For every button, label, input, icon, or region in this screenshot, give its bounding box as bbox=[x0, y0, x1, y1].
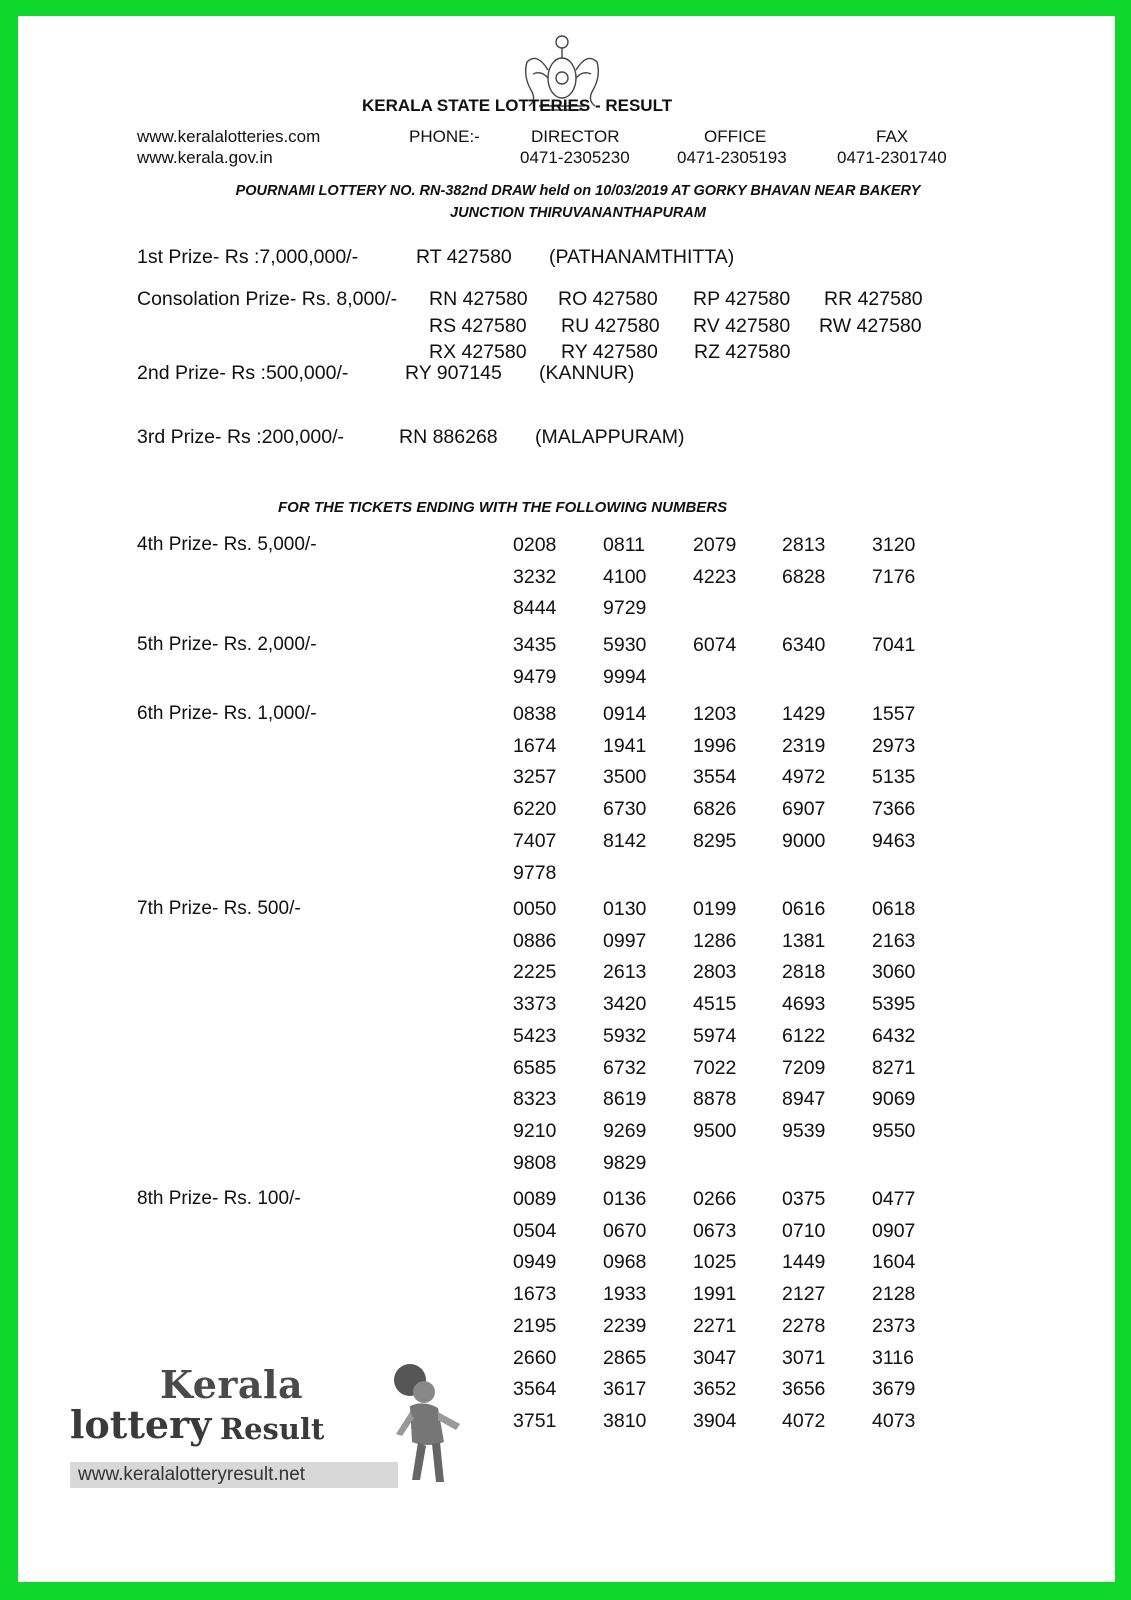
consolation-ticket: RW 427580 bbox=[819, 315, 922, 337]
winning-number: 5423 bbox=[513, 1024, 557, 1047]
winning-number: 2319 bbox=[782, 734, 826, 757]
winning-number: 5930 bbox=[603, 634, 647, 656]
winning-number: 9210 bbox=[513, 1119, 557, 1142]
winning-number: 8271 bbox=[872, 1056, 916, 1079]
winning-number: 3257 bbox=[513, 766, 557, 789]
winning-number: 0089 bbox=[513, 1188, 557, 1210]
winning-number: 3751 bbox=[513, 1409, 557, 1432]
winning-number: 6340 bbox=[782, 634, 826, 656]
winning-number: 7022 bbox=[693, 1056, 737, 1079]
winning-number: 3071 bbox=[782, 1346, 826, 1369]
winning-number: 9539 bbox=[782, 1119, 826, 1142]
winning-number: 3810 bbox=[603, 1409, 647, 1432]
result-sheet bbox=[18, 16, 1115, 1582]
winning-number: 4072 bbox=[782, 1409, 826, 1432]
winning-number: 1673 bbox=[513, 1283, 557, 1306]
winning-number: 2865 bbox=[603, 1346, 647, 1369]
winning-number: 0504 bbox=[513, 1219, 557, 1242]
winning-number: 3373 bbox=[513, 993, 557, 1016]
winning-number: 0949 bbox=[513, 1251, 557, 1274]
consolation-ticket: RV 427580 bbox=[693, 315, 791, 337]
winning-number: 0997 bbox=[603, 929, 647, 952]
prize-label: 4th Prize- Rs. 5,000/- bbox=[137, 534, 317, 555]
winning-number: 3116 bbox=[872, 1346, 914, 1369]
winning-number: 0907 bbox=[872, 1219, 916, 1242]
fax-phone: 0471-2301740 bbox=[837, 148, 947, 167]
winning-number: 5135 bbox=[872, 766, 916, 789]
second-prize-place: (KANNUR) bbox=[539, 362, 635, 384]
winning-number: 3617 bbox=[603, 1378, 647, 1401]
winning-number: 8323 bbox=[513, 1088, 557, 1111]
winning-number: 3904 bbox=[693, 1409, 737, 1432]
winning-number: 6826 bbox=[693, 798, 737, 821]
winning-number: 4972 bbox=[782, 766, 826, 789]
prize-label: 5th Prize- Rs. 2,000/- bbox=[137, 634, 317, 655]
winning-number: 2818 bbox=[782, 961, 826, 984]
winning-number: 9479 bbox=[513, 665, 557, 688]
winning-number: 1429 bbox=[782, 703, 826, 725]
winning-number: 2195 bbox=[513, 1314, 557, 1337]
winning-number: 3656 bbox=[782, 1378, 826, 1401]
winning-number: 2079 bbox=[693, 534, 737, 556]
first-prize-label: 1st Prize- Rs :7,000,000/- bbox=[137, 246, 359, 268]
winning-number: 2163 bbox=[872, 929, 916, 952]
winning-number: 2271 bbox=[693, 1314, 737, 1337]
winning-number: 0710 bbox=[782, 1219, 826, 1242]
fax-label: FAX bbox=[876, 127, 909, 146]
draw-info bbox=[128, 180, 1028, 224]
winning-number: 2613 bbox=[603, 961, 647, 984]
winning-number: 2225 bbox=[513, 961, 557, 984]
winning-number: 1557 bbox=[872, 703, 916, 725]
consolation-ticket: RY 427580 bbox=[561, 341, 658, 363]
first-prize-ticket: RT 427580 bbox=[416, 246, 512, 268]
winning-number: 0375 bbox=[782, 1188, 826, 1210]
prize-label: 7th Prize- Rs. 500/- bbox=[137, 898, 301, 919]
winning-number: 3060 bbox=[872, 961, 916, 984]
page-title: KERALA STATE LOTTERIES - RESULT bbox=[362, 96, 673, 115]
winning-number: 9829 bbox=[603, 1151, 647, 1174]
winning-number: 0477 bbox=[872, 1188, 916, 1210]
consolation-prize-label: Consolation Prize- Rs. 8,000/- bbox=[137, 288, 398, 310]
consolation-ticket: RN 427580 bbox=[429, 288, 528, 310]
winning-number: 2127 bbox=[782, 1283, 826, 1306]
director-phone: 0471-2305230 bbox=[520, 148, 630, 167]
winning-number: 7366 bbox=[872, 798, 916, 821]
consolation-ticket: RO 427580 bbox=[558, 288, 658, 310]
winning-number: 3652 bbox=[693, 1378, 737, 1401]
winning-number: 1941 bbox=[603, 734, 647, 757]
winning-number: 0266 bbox=[693, 1188, 737, 1210]
winning-number: 3554 bbox=[693, 766, 737, 789]
winning-number: 3047 bbox=[693, 1346, 737, 1369]
winning-number: 7176 bbox=[872, 565, 916, 588]
winning-number: 7209 bbox=[782, 1056, 826, 1079]
winning-number: 4515 bbox=[693, 993, 737, 1016]
winning-number: 2813 bbox=[782, 534, 826, 556]
winning-number: 8619 bbox=[603, 1088, 647, 1111]
winning-number: 8878 bbox=[693, 1088, 737, 1111]
winning-number: 6122 bbox=[782, 1024, 826, 1047]
consolation-ticket: RS 427580 bbox=[429, 315, 527, 337]
winning-number: 8142 bbox=[603, 829, 647, 852]
winning-number: 0886 bbox=[513, 929, 557, 952]
winning-number: 0618 bbox=[872, 898, 916, 920]
logo-text-lottery: lottery bbox=[70, 1402, 212, 1447]
winning-number: 0914 bbox=[603, 703, 647, 725]
prize-label: 6th Prize- Rs. 1,000/- bbox=[137, 703, 317, 724]
website-link-2[interactable]: www.kerala.gov.in bbox=[137, 148, 273, 167]
winning-number: 0968 bbox=[603, 1251, 647, 1274]
winning-number: 3420 bbox=[603, 993, 647, 1016]
consolation-ticket: RZ 427580 bbox=[694, 341, 791, 363]
office-label: OFFICE bbox=[704, 127, 767, 146]
consolation-ticket: RP 427580 bbox=[693, 288, 791, 310]
ending-numbers-heading: FOR THE TICKETS ENDING WITH THE FOLLOWING NUMBERS bbox=[278, 499, 728, 516]
winning-number: 0130 bbox=[603, 898, 647, 920]
winning-number: 5974 bbox=[693, 1024, 737, 1047]
winning-number: 0616 bbox=[782, 898, 826, 920]
winning-number: 9463 bbox=[872, 829, 916, 852]
winning-number: 1025 bbox=[693, 1251, 737, 1274]
draw-info-line1: POURNAMI LOTTERY NO. RN-382nd DRAW held on 10/03/2019 AT GORKY BHAVAN NEAR BAKERY bbox=[235, 183, 921, 199]
winning-number: 0136 bbox=[603, 1188, 647, 1210]
consolation-ticket: RR 427580 bbox=[824, 288, 923, 310]
winning-number: 1449 bbox=[782, 1251, 826, 1274]
website-link-1[interactable]: www.keralalotteries.com bbox=[137, 127, 321, 146]
winning-number: 6432 bbox=[872, 1024, 916, 1047]
second-prize-ticket: RY 907145 bbox=[405, 362, 502, 384]
winning-number: 6732 bbox=[603, 1056, 647, 1079]
winning-number: 1674 bbox=[513, 734, 557, 757]
mascot-figure-icon bbox=[388, 1362, 468, 1488]
winning-number: 2128 bbox=[872, 1283, 916, 1306]
prize-label: 8th Prize- Rs. 100/- bbox=[137, 1188, 301, 1209]
first-prize-place: (PATHANAMTHITTA) bbox=[549, 246, 735, 268]
winning-number: 4693 bbox=[782, 993, 826, 1016]
winning-number: 0838 bbox=[513, 703, 557, 725]
winning-number: 0199 bbox=[693, 898, 737, 920]
winning-number: 7407 bbox=[513, 829, 557, 852]
logo-url[interactable]: www.keralalotteryresult.net bbox=[70, 1462, 398, 1488]
winning-number: 1286 bbox=[693, 929, 737, 952]
winning-number: 3435 bbox=[513, 634, 557, 656]
winning-number: 6074 bbox=[693, 634, 737, 656]
winning-number: 6220 bbox=[513, 798, 557, 821]
winning-number: 4100 bbox=[603, 565, 647, 588]
third-prize-label: 3rd Prize- Rs :200,000/- bbox=[137, 426, 345, 448]
winning-number: 0673 bbox=[693, 1219, 737, 1242]
winning-number: 6828 bbox=[782, 565, 826, 588]
winning-number: 9550 bbox=[872, 1119, 916, 1142]
winning-number: 3232 bbox=[513, 565, 557, 588]
winning-number: 1991 bbox=[693, 1283, 737, 1306]
winning-number: 2660 bbox=[513, 1346, 557, 1369]
winning-number: 9808 bbox=[513, 1151, 557, 1174]
winning-number: 2278 bbox=[782, 1314, 826, 1337]
phone-label: PHONE:- bbox=[409, 127, 480, 146]
winning-number: 0811 bbox=[603, 534, 645, 556]
draw-info-line2: JUNCTION THIRUVANANTHAPURAM bbox=[450, 205, 706, 221]
winning-number: 2803 bbox=[693, 961, 737, 984]
winning-number: 9000 bbox=[782, 829, 826, 852]
winning-number: 0208 bbox=[513, 534, 557, 556]
winning-number: 5932 bbox=[603, 1024, 647, 1047]
winning-number: 1604 bbox=[872, 1251, 916, 1274]
kerala-lottery-result-logo bbox=[70, 1362, 470, 1512]
winning-number: 2973 bbox=[872, 734, 916, 757]
winning-number: 8947 bbox=[782, 1088, 826, 1111]
winning-number: 1996 bbox=[693, 734, 737, 757]
winning-number: 2239 bbox=[603, 1314, 647, 1337]
winning-number: 7041 bbox=[872, 634, 916, 656]
logo-text-result: Result bbox=[220, 1412, 325, 1446]
winning-number: 5395 bbox=[872, 993, 916, 1016]
winning-number: 1203 bbox=[693, 703, 737, 725]
consolation-ticket: RX 427580 bbox=[429, 341, 527, 363]
director-label: DIRECTOR bbox=[531, 127, 620, 146]
third-prize-ticket: RN 886268 bbox=[399, 426, 498, 448]
winning-number: 2373 bbox=[872, 1314, 916, 1337]
second-prize-label: 2nd Prize- Rs :500,000/- bbox=[137, 362, 349, 384]
winning-number: 9069 bbox=[872, 1088, 916, 1111]
winning-number: 3679 bbox=[872, 1378, 916, 1401]
winning-number: 9729 bbox=[603, 597, 647, 620]
office-phone: 0471-2305193 bbox=[677, 148, 787, 167]
winning-number: 0050 bbox=[513, 898, 557, 920]
logo-text-kerala: Kerala bbox=[160, 1362, 304, 1407]
winning-number: 6730 bbox=[603, 798, 647, 821]
winning-number: 9778 bbox=[513, 861, 557, 884]
winning-number: 6907 bbox=[782, 798, 826, 821]
third-prize-place: (MALAPPURAM) bbox=[535, 426, 685, 448]
winning-number: 0670 bbox=[603, 1219, 647, 1242]
winning-number: 1933 bbox=[603, 1283, 647, 1306]
winning-number: 3120 bbox=[872, 534, 916, 556]
winning-number: 4073 bbox=[872, 1409, 916, 1432]
winning-number: 8295 bbox=[693, 829, 737, 852]
winning-number: 9994 bbox=[603, 665, 647, 688]
winning-number: 9269 bbox=[603, 1119, 647, 1142]
winning-number: 8444 bbox=[513, 597, 557, 620]
consolation-ticket: RU 427580 bbox=[561, 315, 660, 337]
winning-number: 4223 bbox=[693, 565, 737, 588]
winning-number: 6585 bbox=[513, 1056, 557, 1079]
winning-number: 1381 bbox=[782, 929, 826, 952]
winning-number: 3564 bbox=[513, 1378, 557, 1401]
winning-number: 9500 bbox=[693, 1119, 737, 1142]
winning-number: 3500 bbox=[603, 766, 647, 789]
